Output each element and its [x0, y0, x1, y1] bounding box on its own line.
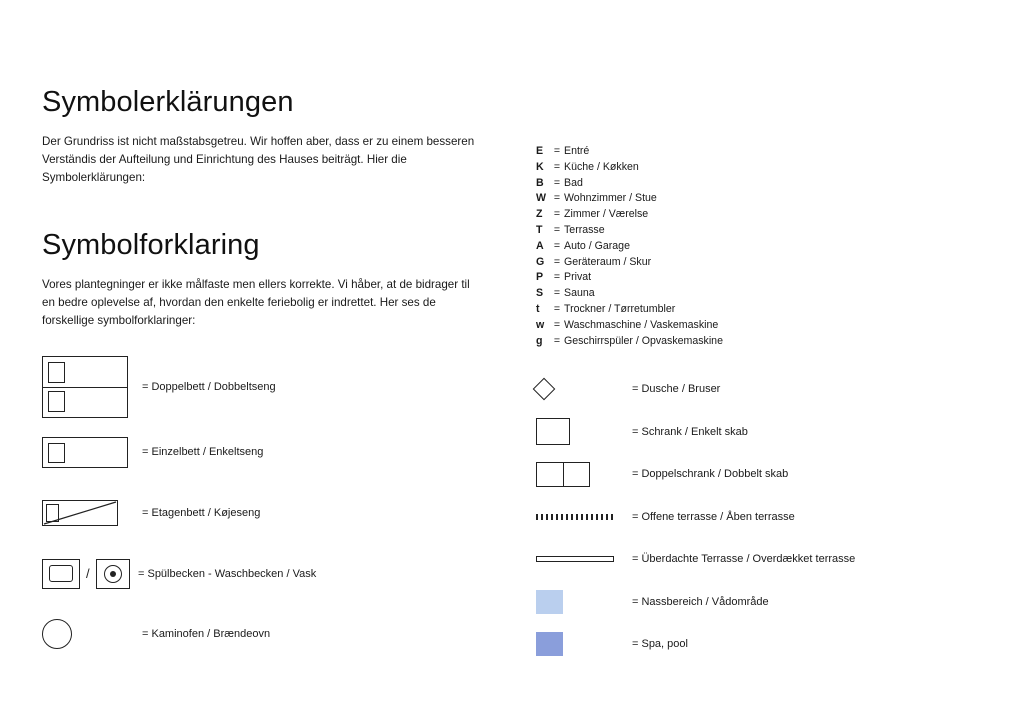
symbol-label: = Überdachte Terrasse / Overdækket terrasse [632, 553, 856, 566]
double-bed-icon [42, 356, 142, 418]
list-item [536, 581, 966, 624]
symbol-label: = Einzelbett / Enkeltseng [142, 446, 264, 458]
abbr-equals: = [553, 176, 561, 189]
list-item [536, 411, 966, 454]
abbr-key: A [536, 239, 544, 252]
abbr-key: K [536, 160, 544, 173]
abbr-value: Trockner / Tørretumbler [564, 302, 676, 315]
list-item [536, 334, 936, 350]
abbr-key: Z [536, 208, 543, 221]
abbr-key: T [536, 223, 543, 236]
list-item [536, 191, 936, 207]
abbr-equals: = [553, 318, 561, 331]
list-item [42, 422, 512, 482]
abbr-key: W [536, 192, 546, 205]
abbr-key: t [536, 302, 540, 315]
wash-basin-icon [96, 559, 130, 589]
list-item [536, 453, 966, 496]
abbr-value: Wohnzimmer / Stue [564, 192, 657, 205]
symbol-label: = Offene terrasse / Åben terrasse [632, 510, 795, 523]
list-item [536, 176, 936, 192]
list-item [536, 496, 966, 539]
abbr-value: Entré [564, 145, 590, 157]
symbol-label: = Nassbereich / Vådområde [632, 595, 769, 608]
abbr-value: Bad [564, 176, 583, 189]
abbr-key: B [536, 176, 544, 189]
list-item [536, 255, 936, 271]
wet-area-swatch-icon [536, 590, 632, 614]
abbr-value: Geräteraum / Skur [564, 255, 652, 268]
abbr-value: Zimmer / Værelse [564, 208, 649, 221]
abbr-equals: = [553, 145, 561, 157]
kitchen-sink-icon [42, 559, 80, 589]
legend-text-column [42, 86, 502, 330]
list-item [536, 302, 936, 318]
abbr-equals: = [553, 271, 561, 284]
abbr-value: Terrasse [564, 223, 605, 236]
abbreviation-list [536, 144, 936, 349]
list-item [536, 368, 966, 411]
symbol-list-right [536, 368, 966, 666]
symbol-label: = Dusche / Bruser [632, 383, 721, 396]
single-wardrobe-icon [536, 418, 632, 445]
page-title-de: Symbolerklärungen [42, 86, 294, 118]
covered-terrace-icon [536, 556, 632, 562]
list-item [536, 538, 966, 581]
list-item [42, 604, 512, 664]
shower-icon [536, 381, 632, 397]
symbol-separator: / [86, 566, 90, 581]
abbr-value: Sauna [564, 287, 595, 300]
abbr-key: S [536, 287, 544, 300]
abbr-key: w [536, 318, 545, 331]
abbr-value: Waschmaschine / Vaskemaskine [564, 318, 719, 331]
abbr-equals: = [553, 302, 561, 315]
abbr-equals: = [553, 208, 561, 221]
bunk-bed-diagonal-icon [43, 501, 117, 525]
list-item [536, 239, 936, 255]
list-item [536, 160, 936, 176]
open-terrace-icon [536, 513, 632, 520]
bunk-bed-icon [42, 500, 142, 526]
abbr-equals: = [553, 255, 561, 268]
abbr-value: Privat [564, 271, 592, 284]
sink-basin-icon [42, 559, 138, 589]
list-item [536, 144, 936, 160]
spa-pool-swatch-icon [536, 632, 632, 656]
intro-text-de: Der Grundriss ist nicht maßstabsgetreu. Wir hoffen aber, dass er zu einem besseren Verständis der Aufteilung und Einrichtung des Hauses beiträgt. Hier die Symbolerklärungen: [42, 135, 475, 184]
abbr-value: Auto / Garage [564, 239, 630, 252]
symbol-label: = Kaminofen / Brændeovn [142, 628, 271, 640]
abbr-equals: = [553, 223, 561, 236]
wood-stove-icon [42, 619, 142, 649]
single-bed-icon [42, 437, 142, 468]
abbr-equals: = [553, 160, 561, 173]
list-item [42, 543, 512, 604]
symbol-label: = Schrank / Enkelt skab [632, 425, 748, 438]
abbr-key: E [536, 145, 544, 157]
symbol-label: = Doppelbett / Dobbeltseng [142, 381, 276, 393]
abbr-equals: = [553, 192, 561, 205]
abbr-value: Geschirrspüler / Opvaskemaskine [564, 334, 723, 347]
double-wardrobe-icon [536, 462, 632, 487]
symbol-label: = Spülbecken - Waschbecken / Vask [138, 567, 317, 580]
abbr-equals: = [553, 239, 561, 252]
abbr-key: g [536, 334, 543, 347]
page-title-da: Symbolforklaring [42, 228, 260, 261]
list-item [536, 223, 936, 239]
symbol-label: = Etagenbett / Køjeseng [142, 506, 261, 519]
list-item [42, 482, 512, 543]
list-item [42, 352, 512, 422]
abbr-key: P [536, 271, 544, 284]
abbr-value: Küche / Køkken [564, 160, 639, 173]
intro-text-da: Vores plantegninger er ikke målfaste men ellers korrekte. Vi håber, at de bidrager til en bedre oplevelse af, hvordan den enkelte feriebolig er indrettet. Her ses de forskellige symbolforklaringer: [42, 277, 470, 327]
list-item [536, 286, 936, 302]
abbr-key: G [536, 255, 545, 268]
symbol-list-left [42, 352, 512, 664]
list-item [536, 318, 936, 334]
list-item [536, 623, 966, 666]
abbr-equals: = [553, 287, 561, 300]
list-item [536, 270, 936, 286]
list-item [536, 207, 936, 223]
symbol-label: = Spa, pool [632, 638, 688, 651]
symbol-label: = Doppelschrank / Dobbelt skab [632, 468, 789, 481]
abbr-equals: = [553, 334, 561, 347]
